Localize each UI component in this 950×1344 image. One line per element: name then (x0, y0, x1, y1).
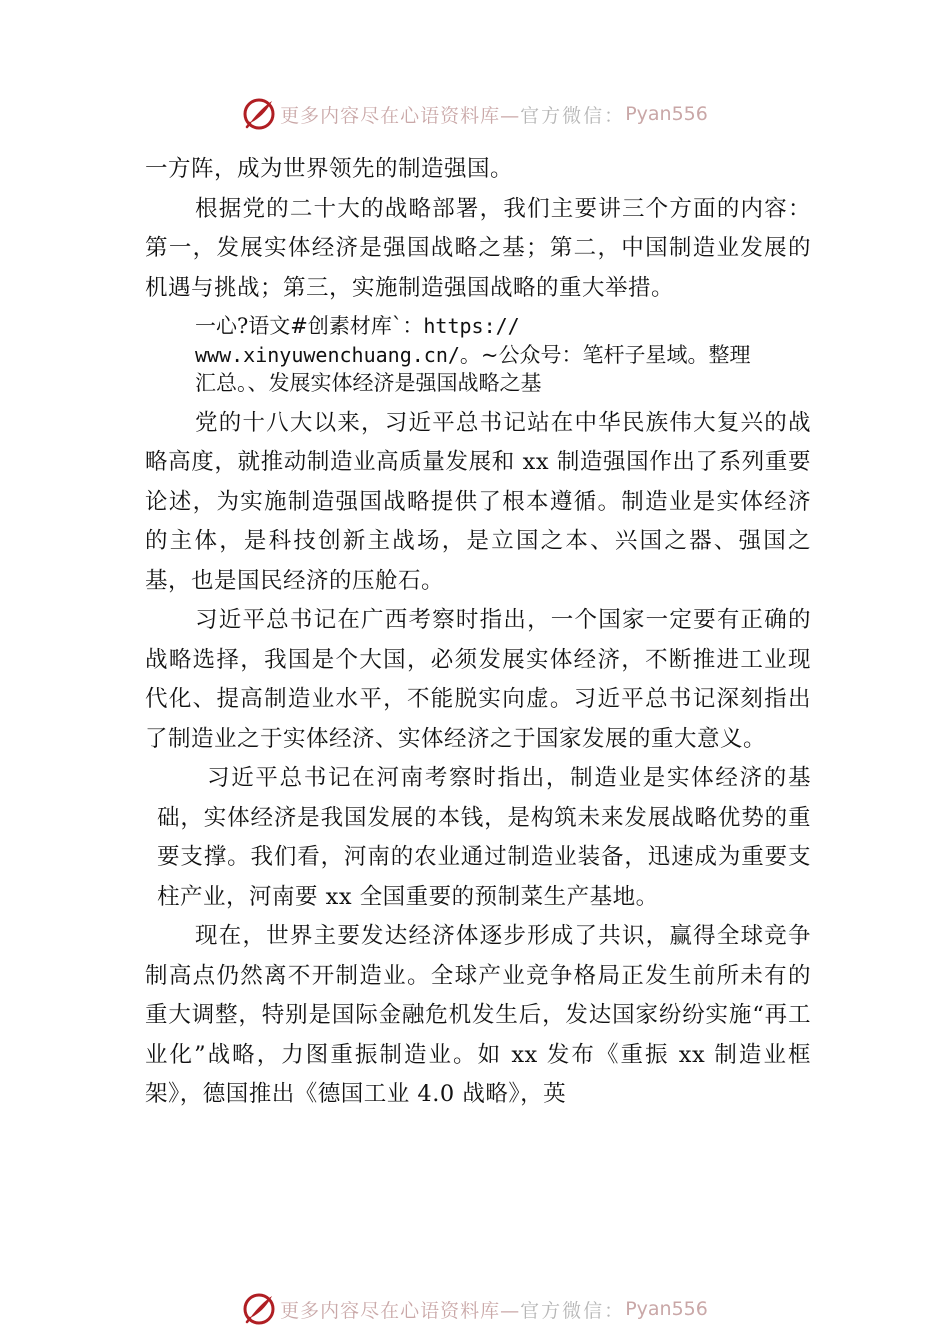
paragraph-4: 习近平总书记在广西考察时指出，一个国家一定要有正确的战略选择，我国是个大国，必须发展实体经济，不断推进工业现代化、提高制造业水平，不能脱实向虚。习近平总书记深刻指出了制造业之于实体经济、实体经济之于国家发展的重大意义。 (145, 607, 811, 752)
paragraph-6: 现在，世界主要发达经济体逐步形成了共识，赢得全球竞争制高点仍然离不开制造业。全球产业竞争格局正发生前所未有的重大调整，特别是国际金融危机发生后，发达国家纷纷实施“再工业化”战略，力图重振制造业。如 xx 发布《重振 xx 制造业框架》，德国推出《德国工业 4.0 战略》，英 (145, 923, 811, 1107)
quill-logo-icon (242, 1292, 276, 1326)
footer-site-text: 更多内容尽在心语资料库— (280, 1299, 521, 1322)
quill-logo-icon (242, 97, 276, 131)
paragraph-3: 党的十八大以来，习近平总书记站在中华民族伟大复兴的战略高度，就推动制造业高质量发展和 xx 制造强国作出了系列重要论述，为实施制造强国战略提供了根本遵循。制造业是实体经济的主体，是科技创新主战场，是立国之本、兴国之器、强国之基，也是国民经济的压舱石。 (145, 409, 811, 594)
header-site-text: 更多内容尽在心语资料库— (280, 104, 521, 127)
document-body (145, 150, 811, 1115)
paragraph-5: 习近平总书记在河南考察时指出，制造业是实体经济的基础，实体经济是我国发展的本钱，是构筑未来发展战略优势的重要支撑。我们看，河南的农业通过制造业装备，迅速成为重要支柱产业，河南要 xx 全国重要的预制菜生产基地。 (157, 765, 811, 910)
header-wechat-id: Pyan556 (625, 103, 708, 125)
page-footer (0, 1289, 950, 1329)
footer-wechat-id: Pyan556 (625, 1298, 708, 1320)
page-header (0, 94, 950, 134)
watermark-line-1-text: 一心?语文#创素材库`： (195, 314, 424, 338)
paragraph-2: 根据党的二十大的战略部署，我们主要讲三个方面的内容：第一，发展实体经济是强国战略之基；第二，中国制造业发展的机遇与挑战；第三，实施制造强国战略的重大举措。 (145, 195, 811, 301)
paragraph-1: 一方阵，成为世界领先的制造强国。 (145, 156, 514, 182)
header-wechat-label: 官方微信： (520, 104, 626, 127)
watermark-block (195, 308, 811, 404)
watermark-line-3: 汇总。、发展实体经济是强国战略之基 (195, 371, 542, 395)
watermark-line-1-url: https:// (423, 314, 520, 338)
footer-wechat-label: 官方微信： (520, 1299, 626, 1322)
watermark-line-2-url: www.xinyuwenchuang.cn/ (195, 342, 460, 367)
watermark-line-2 (195, 341, 811, 370)
watermark-line-2-text: 。~公众号：笔杆子星域。整理 (459, 342, 751, 367)
watermark-line-1 (195, 312, 811, 341)
